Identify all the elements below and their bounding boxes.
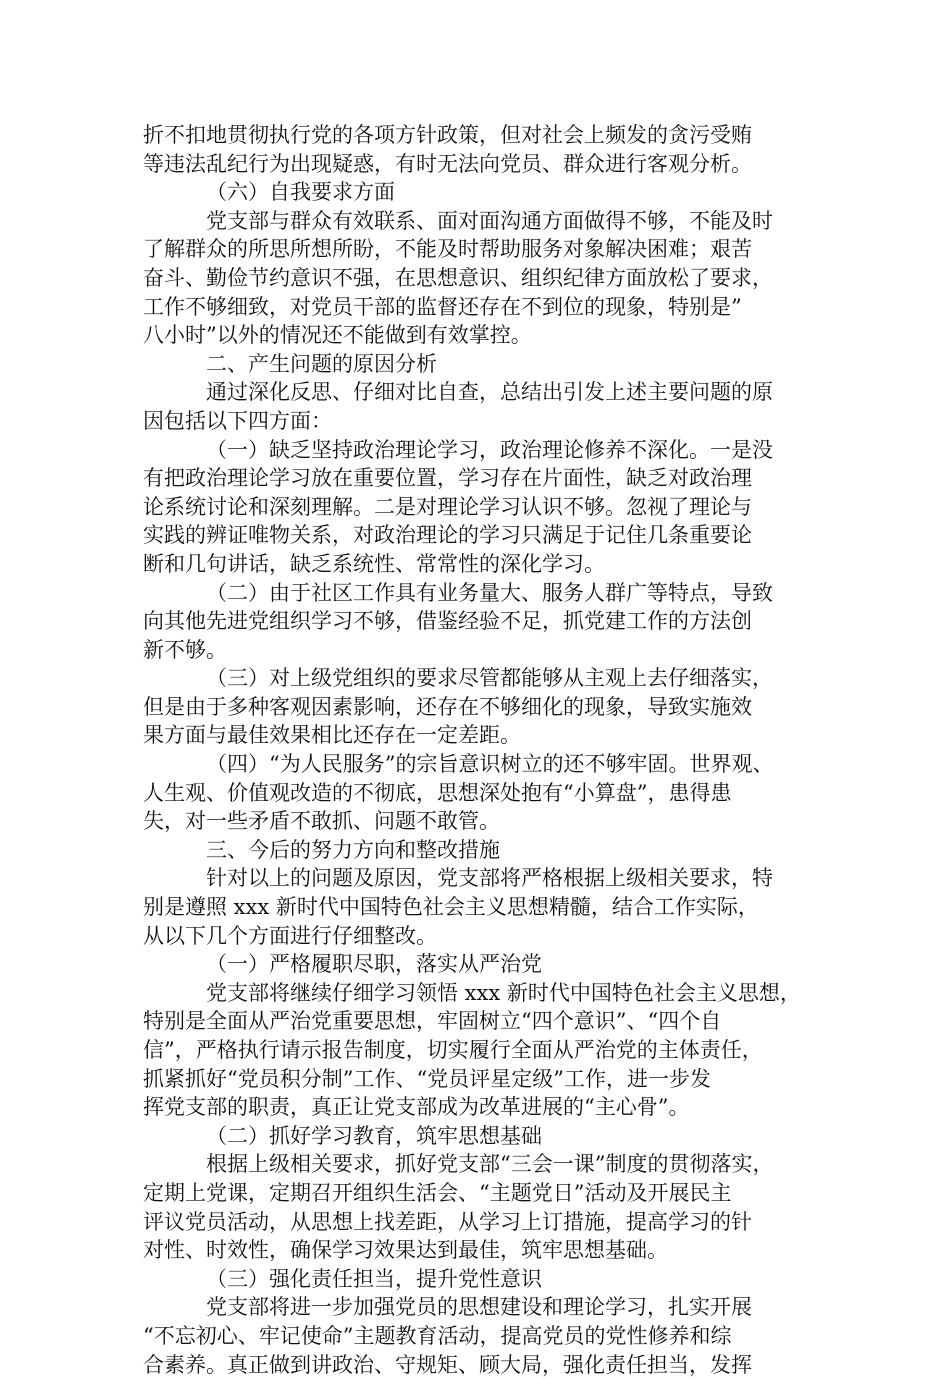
paragraph-line: 奋斗、勤俭节约意识不强，在思想意识、组织纪律方面放松了要求， <box>143 265 773 290</box>
paragraph-line: 党支部将继续仔细学习领悟 xxx 新时代中国特色社会主义思想， <box>206 980 801 1005</box>
paragraph-line: 评议党员活动，从思想上找差距，从学习上订措施，提高学习的针 <box>143 1209 752 1234</box>
paragraph-line: 抓紧抓好“党员积分制”工作、“党员评星定级”工作，进一步发 <box>143 1066 711 1091</box>
subsection-heading: （六）自我要求方面 <box>206 180 395 205</box>
paragraph-line: 党支部与群众有效联系、面对面沟通方面做得不够，不能及时 <box>206 208 773 233</box>
paragraph-line: 对性、时效性，确保学习效果达到最佳，筑牢思想基础。 <box>143 1238 668 1263</box>
subsection-heading: （三）强化责任担当，提升党性意识 <box>206 1266 542 1291</box>
paragraph-line: 果方面与最佳效果相比还存在一定差距。 <box>143 723 521 748</box>
paragraph-line: “不忘初心、牢记使命”主题教育活动，提高党员的党性修养和综 <box>143 1323 732 1348</box>
paragraph-line: 因包括以下四方面： <box>143 408 332 433</box>
paragraph-line: 挥党支部的职责，真正让党支部成为改革进展的“主心骨”。 <box>143 1095 690 1120</box>
paragraph-line: 八小时”以外的情况还不能做到有效掌控。 <box>143 323 532 348</box>
paragraph-line: 向其他先进党组织学习不够，借鉴经验不足，抓党建工作的方法创 <box>143 609 752 634</box>
paragraph-line: 有把政治理论学习放在重要位置，学习存在片面性，缺乏对政治理 <box>143 466 752 491</box>
paragraph-line: 别是遵照 xxx 新时代中国特色社会主义思想精髓，结合工作实际， <box>143 895 759 920</box>
section-heading: 三、今后的努力方向和整改措施 <box>206 837 500 862</box>
section-heading: 二、产生问题的原因分析 <box>206 351 437 376</box>
paragraph-line: 了解群众的所思所想所盼，不能及时帮助服务对象解决困难；艰苦 <box>143 237 752 262</box>
paragraph-line: （二）由于社区工作具有业务量大、服务人群广等特点，导致 <box>206 580 773 605</box>
paragraph-line: 合素养。真正做到讲政治、守规矩、顾大局，强化责任担当，发挥 <box>143 1352 752 1377</box>
paragraph-line: 等违法乱纪行为出现疑惑，有时无法向党员、群众进行客观分析。 <box>143 151 752 176</box>
paragraph-line: 通过深化反思、仔细对比自查，总结出引发上述主要问题的原 <box>206 380 773 405</box>
paragraph-line: 定期上党课，定期召开组织生活会、“主题党日”活动及开展民主 <box>143 1180 732 1205</box>
paragraph-line: （一）缺乏坚持政治理论学习，政治理论修养不深化。一是没 <box>206 437 773 462</box>
paragraph-line: 断和几句讲话，缺乏系统性、常常性的深化学习。 <box>143 551 605 576</box>
paragraph-line: 党支部将进一步加强党员的思想建设和理论学习，扎实开展 <box>206 1295 752 1320</box>
paragraph-line: 信”，严格执行请示报告制度，切实履行全面从严治党的主体责任， <box>143 1038 763 1062</box>
paragraph-line: 论系统讨论和深刻理解。二是对理论学习认识不够。忽视了理论与 <box>143 494 752 519</box>
paragraph-line: 实践的辨证唯物关系，对政治理论的学习只满足于记住几条重要论 <box>143 523 752 548</box>
paragraph-line: 针对以上的问题及原因，党支部将严格根据上级相关要求，特 <box>206 866 773 891</box>
document-body <box>143 121 808 1379</box>
paragraph-line: 新不够。 <box>143 637 227 662</box>
paragraph-line: 人生观、价值观改造的不彻底，思想深处抱有“小算盘”，患得患 <box>143 780 732 805</box>
paragraph-line: 但是由于多种客观因素影响，还存在不够细化的现象，导致实施效 <box>143 694 752 719</box>
paragraph-line: 特别是全面从严治党重要思想，牢固树立“四个意识”、“四个自 <box>143 1009 722 1034</box>
paragraph-line: 从以下几个方面进行仔细整改。 <box>143 923 437 948</box>
paragraph-line: 折不扣地贯彻执行党的各项方针政策，但对社会上频发的贪污受贿 <box>143 123 752 147</box>
paragraph-line: （四）“为人民服务”的宗旨意识树立的还不够牢固。世界观、 <box>206 752 774 777</box>
paragraph-line: （三）对上级党组织的要求尽管都能够从主观上去仔细落实， <box>206 666 773 691</box>
paragraph-line: 工作不够细致，对党员干部的监督还存在不到位的现象，特别是” <box>143 294 742 319</box>
paragraph-line: 失，对一些矛盾不敢抓、问题不敢管。 <box>143 809 500 834</box>
subsection-heading: （二）抓好学习教育，筑牢思想基础 <box>206 1123 542 1148</box>
subsection-heading: （一）严格履职尽职，落实从严治党 <box>206 952 542 977</box>
paragraph-line: 根据上级相关要求，抓好党支部“三会一课”制度的贯彻落实， <box>206 1152 774 1177</box>
